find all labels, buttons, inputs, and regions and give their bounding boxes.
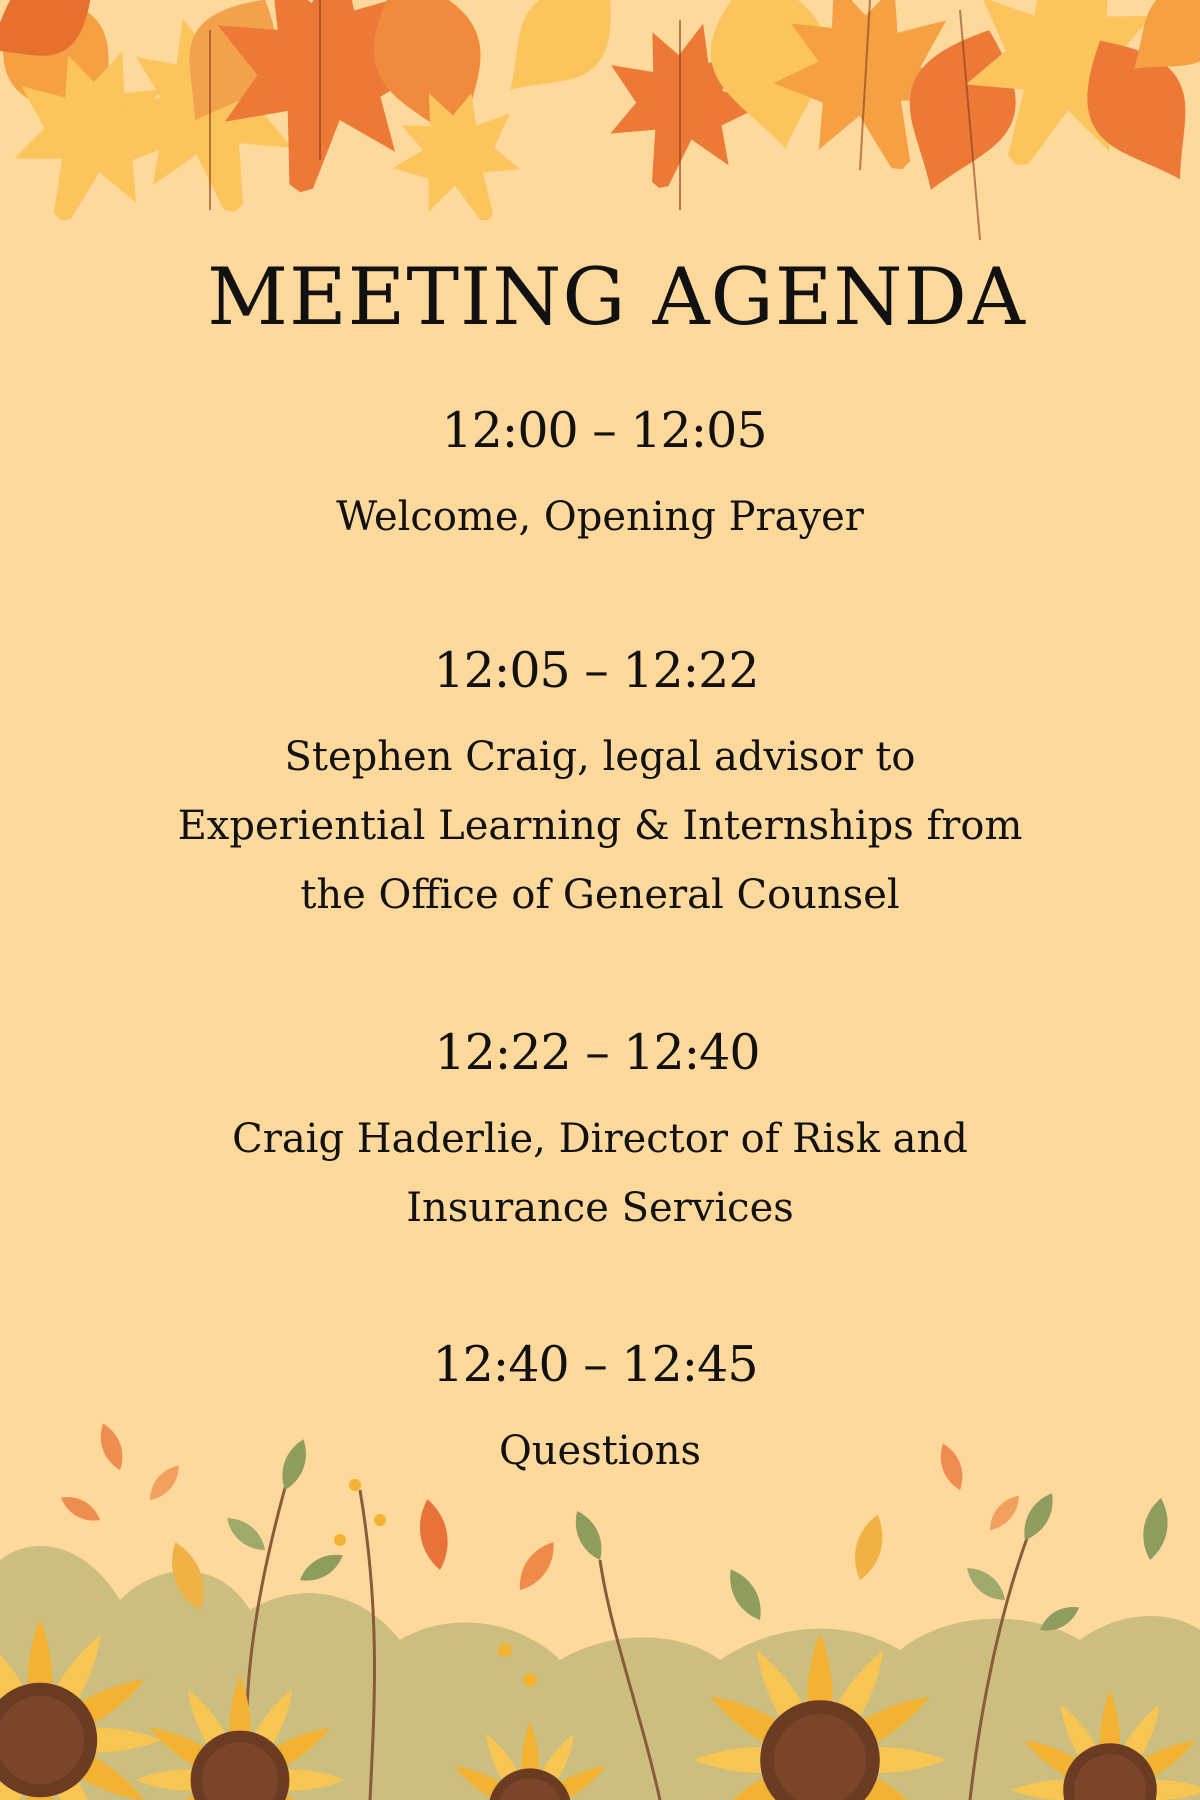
agenda-time: 12:00 – 12:05 [441, 402, 767, 459]
agenda-item [0, 402, 1200, 552]
agenda-description [0, 483, 1200, 552]
agenda-line: Experiential Learning & Internships from [177, 803, 1023, 849]
agenda-line: Stephen Craig, legal advisor to [284, 734, 916, 780]
agenda-time: 12:22 – 12:40 [434, 1024, 760, 1081]
agenda-line: Welcome, Opening Prayer [336, 494, 864, 540]
agenda-description [0, 1105, 1200, 1243]
agenda-line: Insurance Services [406, 1185, 794, 1231]
leaf-cluster [0, 0, 1200, 249]
agenda-item [0, 642, 1200, 930]
autumn-leaves-border [0, 0, 1200, 270]
agenda-line: the Office of General Counsel [300, 872, 900, 918]
agenda-line: Questions [499, 1428, 701, 1474]
agenda-line: Craig Haderlie, Director of Risk and [232, 1116, 968, 1162]
agenda-item [0, 1024, 1200, 1243]
page-title: MEETING AGENDA [207, 251, 1026, 343]
agenda-description [0, 1417, 1200, 1486]
agenda-item [0, 1336, 1200, 1486]
agenda-time: 12:05 – 12:22 [433, 642, 759, 699]
agenda-description [0, 723, 1200, 930]
agenda-time: 12:40 – 12:45 [432, 1336, 758, 1393]
